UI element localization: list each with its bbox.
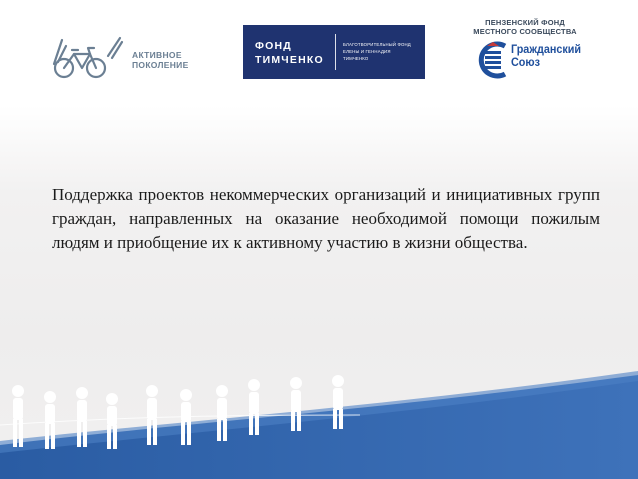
gs-top-text (455, 18, 595, 36)
ft-title (255, 39, 324, 67)
book-emblem-icon (475, 40, 509, 80)
partner-logos (0, 0, 638, 105)
gs-name2: Союз (511, 55, 540, 69)
ft-small2: ЕЛЕНЫ И ГЕННАДИЯ (343, 49, 391, 54)
person-figure (12, 385, 24, 447)
gs-top2: МЕСТНОГО СООБЩЕСТВА (473, 27, 577, 36)
grazhdansky-soyuz-logo (455, 18, 595, 88)
ft-small3: ТИМЧЕНКО (343, 56, 369, 61)
ft-line2: ТИМЧЕНКО (255, 54, 324, 66)
aktivnoe-pokolenie-logo (50, 36, 210, 82)
ap-line1: АКТИВНОЕ (132, 50, 182, 60)
gs-name (511, 43, 581, 69)
ap-line2: ПОКОЛЕНИЕ (132, 60, 189, 70)
ft-separator (335, 34, 336, 70)
ft-line1: ФОНД (255, 40, 292, 52)
fond-timchenko-logo (243, 25, 425, 79)
ft-small1: БЛАГОТВОРИТЕЛЬНЫЙ ФОНД (343, 42, 411, 47)
people-banner (0, 355, 638, 479)
main-text: Поддержка проектов некоммерческих организаций и инициативных групп граждан, направленных на оказание необходимой помощи пожилым людям и приобщение их к активному участию в жизни общества. (52, 185, 600, 252)
gs-name1: Гражданский (511, 42, 582, 56)
ft-subtitle (343, 41, 411, 62)
aktivnoe-pokolenie-text (132, 50, 189, 70)
bicycle-icon (50, 36, 128, 80)
gs-top1: ПЕНЗЕНСКИЙ ФОНД (485, 18, 565, 27)
